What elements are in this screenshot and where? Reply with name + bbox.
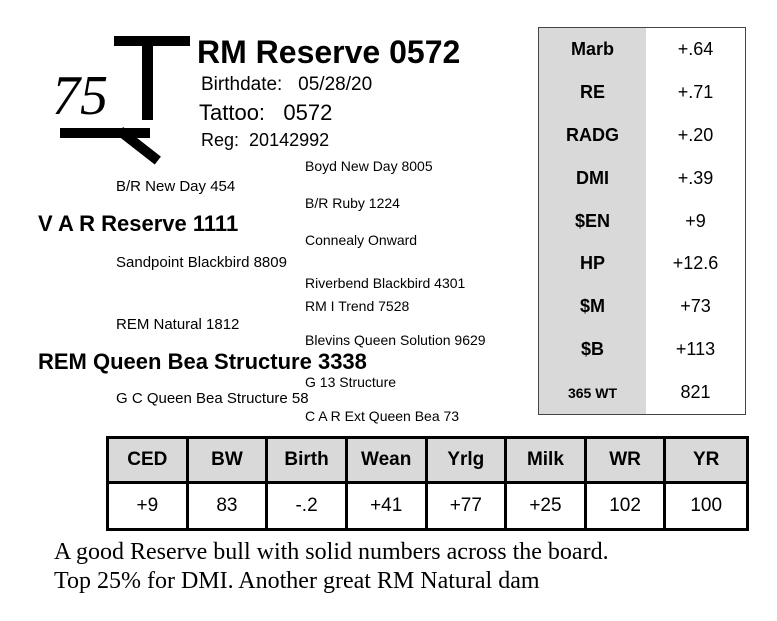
epd-value: +.20	[677, 124, 714, 145]
tattoo-value: 0572	[283, 100, 333, 125]
epd-label: 365 WT	[539, 371, 646, 414]
epd-cell: +77	[428, 484, 508, 529]
epd-cell: -.2	[268, 484, 348, 529]
epd-header: Wean	[348, 439, 428, 484]
pedigree-sire-sire: B/R New Day 454	[116, 178, 236, 195]
birthdate-label: Birthdate:	[201, 74, 283, 95]
brand-bar-bottom	[60, 128, 150, 138]
epd-value: +12.6	[672, 253, 719, 274]
pedigree-dam: REM Queen Bea Structure 3338	[38, 349, 367, 374]
reg-value: 20142992	[249, 130, 330, 150]
pedigree-dam-dam-sire: G 13 Structure	[305, 374, 397, 390]
epd-row-marb	[539, 28, 745, 71]
carcass-epd-table	[538, 27, 746, 415]
epd-value: +9	[685, 210, 706, 231]
animal-name: RM Reserve 0572	[197, 34, 461, 70]
epd-row-re	[539, 71, 745, 114]
epd-label: RE	[539, 71, 646, 114]
reg-label: Reg:	[201, 130, 240, 150]
epd-value: +.71	[677, 81, 714, 102]
comment-line-2: Top 25% for DMI. Another great RM Natural dam	[54, 568, 540, 594]
epd-label: $M	[539, 285, 646, 328]
pedigree-sire-sire-sire: Boyd New Day 8005	[305, 158, 433, 174]
epd-value: +73	[680, 296, 711, 317]
epd-cell: +9	[109, 484, 189, 529]
epd-label: RADG	[539, 114, 646, 157]
lot-number: 75	[52, 65, 108, 127]
epd-label: HP	[539, 242, 646, 285]
birthdate-line	[201, 73, 372, 97]
brand-logo	[50, 30, 200, 160]
epd-header: YR	[666, 439, 746, 484]
epd-value: +113	[675, 339, 716, 360]
epd-row-en	[539, 200, 745, 243]
epd-row-365wt	[539, 371, 745, 414]
growth-epd-table	[106, 436, 749, 531]
epd-cell: +41	[348, 484, 428, 529]
epd-row-radg	[539, 114, 745, 157]
pedigree-dam-sire: REM Natural 1812	[116, 316, 240, 333]
epd-value: +.39	[677, 167, 714, 188]
epd-header: Yrlg	[428, 439, 508, 484]
epd-label: DMI	[539, 157, 646, 200]
epd-label: $B	[539, 328, 646, 371]
epd-header: BW	[189, 439, 269, 484]
pedigree-dam-sire-dam: Blevins Queen Solution 9629	[305, 332, 486, 348]
epd-row-hp	[539, 242, 745, 285]
epd-row-dmi	[539, 157, 745, 200]
tattoo-line	[199, 99, 332, 127]
epd-row-b	[539, 328, 745, 371]
reg-line	[201, 128, 329, 152]
epd-cell: +25	[507, 484, 587, 529]
epd-header: WR	[587, 439, 667, 484]
birthdate-value: 05/28/20	[298, 74, 373, 95]
epd-cell: 102	[587, 484, 667, 529]
pedigree-sire-dam-dam: Riverbend Blackbird 4301	[305, 275, 466, 291]
tattoo-label: Tattoo:	[199, 100, 266, 125]
epd-cell: 100	[690, 494, 723, 516]
pedigree-dam-sire-sire: RM I Trend 7528	[305, 298, 410, 314]
comment-line-1: A good Reserve bull with solid numbers across the board.	[54, 539, 609, 565]
epd-cell: 83	[189, 484, 269, 529]
epd-row-m	[539, 285, 745, 328]
epd-label: Marb	[539, 28, 646, 71]
pedigree-dam-dam-dam: C A R Ext Queen Bea 73	[305, 408, 460, 424]
pedigree-sire-sire-dam: B/R Ruby 1224	[305, 195, 400, 211]
epd-value: 821	[680, 382, 711, 403]
pedigree-sire-dam: Sandpoint Blackbird 8809	[116, 254, 287, 271]
pedigree-sire-dam-sire: Connealy Onward	[305, 232, 418, 248]
epd-header: Birth	[268, 439, 348, 484]
pedigree-dam-dam: G C Queen Bea Structure 58	[116, 390, 309, 407]
epd-value: +.64	[677, 38, 714, 59]
epd-header: Milk	[507, 439, 587, 484]
epd-header: CED	[109, 439, 189, 484]
epd-label: $EN	[539, 200, 646, 243]
brand-bar-stem	[142, 36, 153, 120]
pedigree-sire: V A R Reserve 1111	[38, 211, 239, 236]
